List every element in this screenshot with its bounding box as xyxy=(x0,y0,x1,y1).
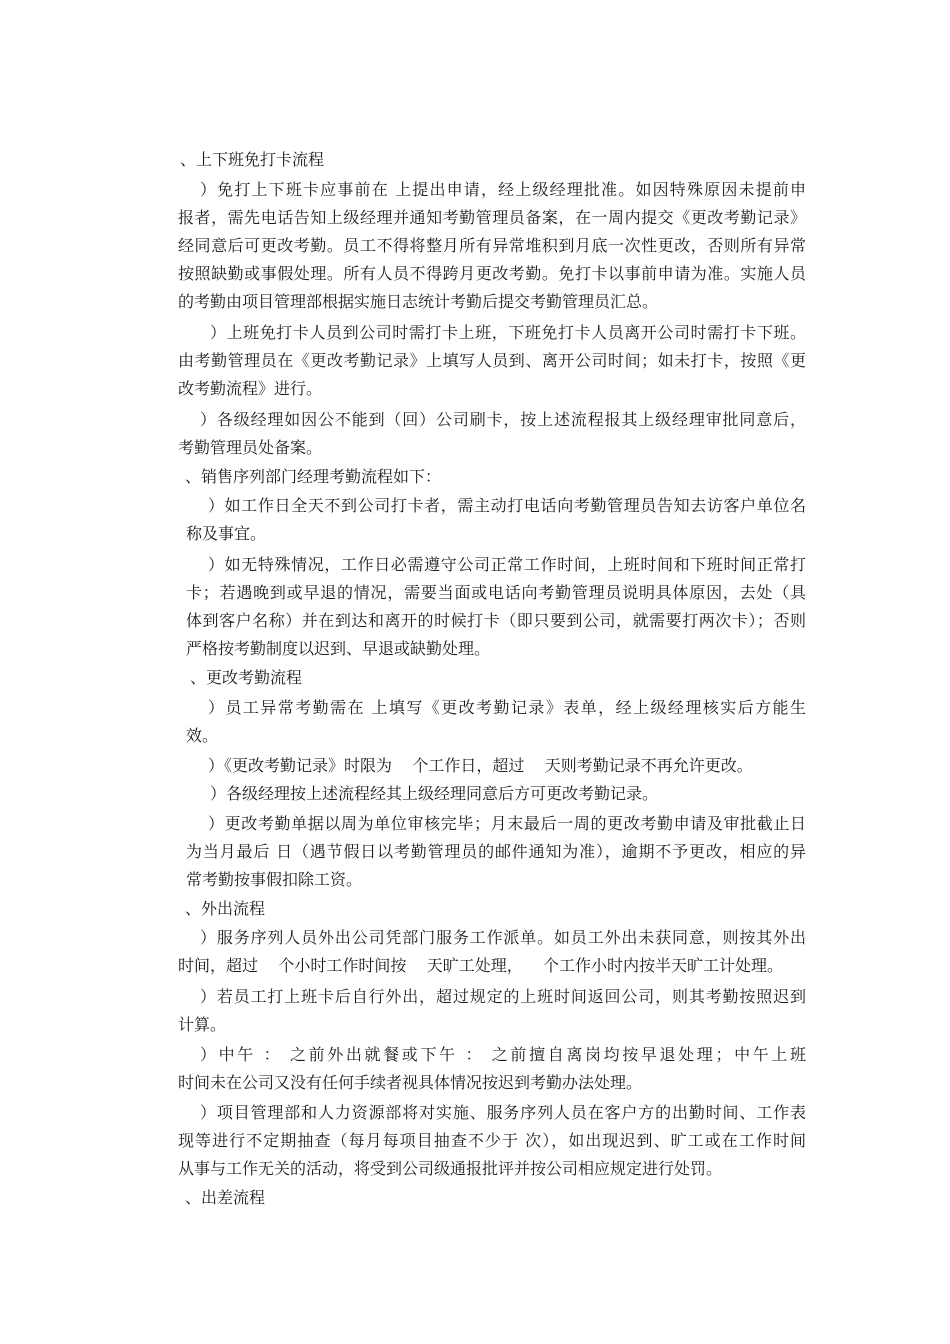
paragraph-line: ）各级经理按上述流程经其上级经理同意后方可更改考勤记录。 xyxy=(210,784,659,803)
paragraph-line: 现等进行不定期抽查（每月每项目抽查不少于 次），如出现迟到、旷工或在工作时间 xyxy=(178,1131,806,1150)
paragraph-line: 常考勤按事假扣除工资。 xyxy=(186,870,363,889)
section-heading: 、更改考勤流程 xyxy=(190,668,303,687)
paragraph-line: ）《更改考勤记录》时限为 个工作日，超过 天则考勤记录不再允许更改。 xyxy=(208,756,753,775)
paragraph-line: ）如无特殊情况，工作日必需遵守公司正常工作时间，上班时间和下班时间正常打 xyxy=(208,555,806,574)
paragraph-line: 改考勤流程》进行。 xyxy=(178,379,323,398)
paragraph-line: ）如工作日全天不到公司打卡者，需主动打电话向考勤管理员告知去访客户单位名 xyxy=(208,496,806,515)
paragraph-line: ）中午 ： 之前外出就餐或下午 ： 之前擅自离岗均按早退处理；中午上班 xyxy=(200,1045,806,1064)
section-heading: 、上下班免打卡流程 xyxy=(180,150,325,169)
paragraph-line: 由考勤管理员在《更改考勤记录》上填写人员到、离开公司时间；如未打卡，按照《更 xyxy=(178,351,806,370)
paragraph-line: ）更改考勤单据以周为单位审核完毕；月末最后一周的更改考勤申请及审批截止日 xyxy=(208,814,806,833)
paragraph-line: 体到客户名称）并在到达和离开的时候打卡（即只要到公司，就需要打两次卡）；否则 xyxy=(186,611,806,630)
paragraph-line: 经同意后可更改考勤。员工不得将整月所有异常堆积到月底一次性更改，否则所有异常 xyxy=(178,236,806,255)
paragraph-line: 的考勤由项目管理部根据实施日志统计考勤后提交考勤管理员汇总。 xyxy=(178,292,659,311)
paragraph-line: 报者，需先电话告知上级经理并通知考勤管理员备案，在一周内提交《更改考勤记录》 xyxy=(178,208,806,227)
section-heading: 、销售序列部门经理考勤流程如下： xyxy=(185,467,442,486)
paragraph-line: 时间未在公司又没有任何手续者视具体情况按迟到考勤办法处理。 xyxy=(178,1073,643,1092)
paragraph-line: 从事与工作无关的活动，将受到公司级通报批评并按公司相应规定进行处罚。 xyxy=(178,1159,723,1178)
paragraph-line: 按照缺勤或事假处理。所有人员不得跨月更改考勤。免打卡以事前申请为准。实施人员 xyxy=(178,264,806,283)
paragraph-line: 计算。 xyxy=(178,1015,227,1034)
paragraph-line: 时间，超过 个小时工作时间按 天旷工处理， 个工作小时内按半天旷工计处理。 xyxy=(178,956,784,975)
section-heading: 、出差流程 xyxy=(185,1188,266,1207)
paragraph-line: 卡；若遇晚到或早退的情况，需要当面或电话向考勤管理员说明具体原因，去处（具 xyxy=(186,583,806,602)
paragraph-line: ）项目管理部和人力资源部将对实施、服务序列人员在客户方的出勤时间、工作表 xyxy=(200,1103,806,1122)
paragraph-line: ）上班免打卡人员到公司时需打卡上班，下班免打卡人员离开公司时需打卡下班。 xyxy=(210,323,806,342)
paragraph-line: 严格按考勤制度以迟到、早退或缺勤处理。 xyxy=(186,639,491,658)
paragraph-line: 称及事宜。 xyxy=(186,524,267,543)
paragraph-line: ）各级经理如因公不能到（回）公司刷卡，按上述流程报其上级经理审批同意后， xyxy=(200,410,806,429)
paragraph-line: 效。 xyxy=(186,726,219,745)
paragraph-line: 考勤管理员处备案。 xyxy=(178,438,323,457)
paragraph-line: ）员工异常考勤需在 上填写《更改考勤记录》表单，经上级经理核实后方能生 xyxy=(208,698,806,717)
section-heading: 、外出流程 xyxy=(185,899,266,918)
paragraph-line: ）若员工打上班卡后自行外出，超过规定的上班时间返回公司，则其考勤按照迟到 xyxy=(200,987,806,1006)
paragraph-line: ）免打上下班卡应事前在 上提出申请，经上级经理批准。如因特殊原因未提前申 xyxy=(200,180,806,199)
paragraph-line: ）服务序列人员外出公司凭部门服务工作派单。如员工外出未获同意，则按其外出 xyxy=(200,928,806,947)
paragraph-line: 为当月最后 日（遇节假日以考勤管理员的邮件通知为准），逾期不予更改，相应的异 xyxy=(186,842,806,861)
